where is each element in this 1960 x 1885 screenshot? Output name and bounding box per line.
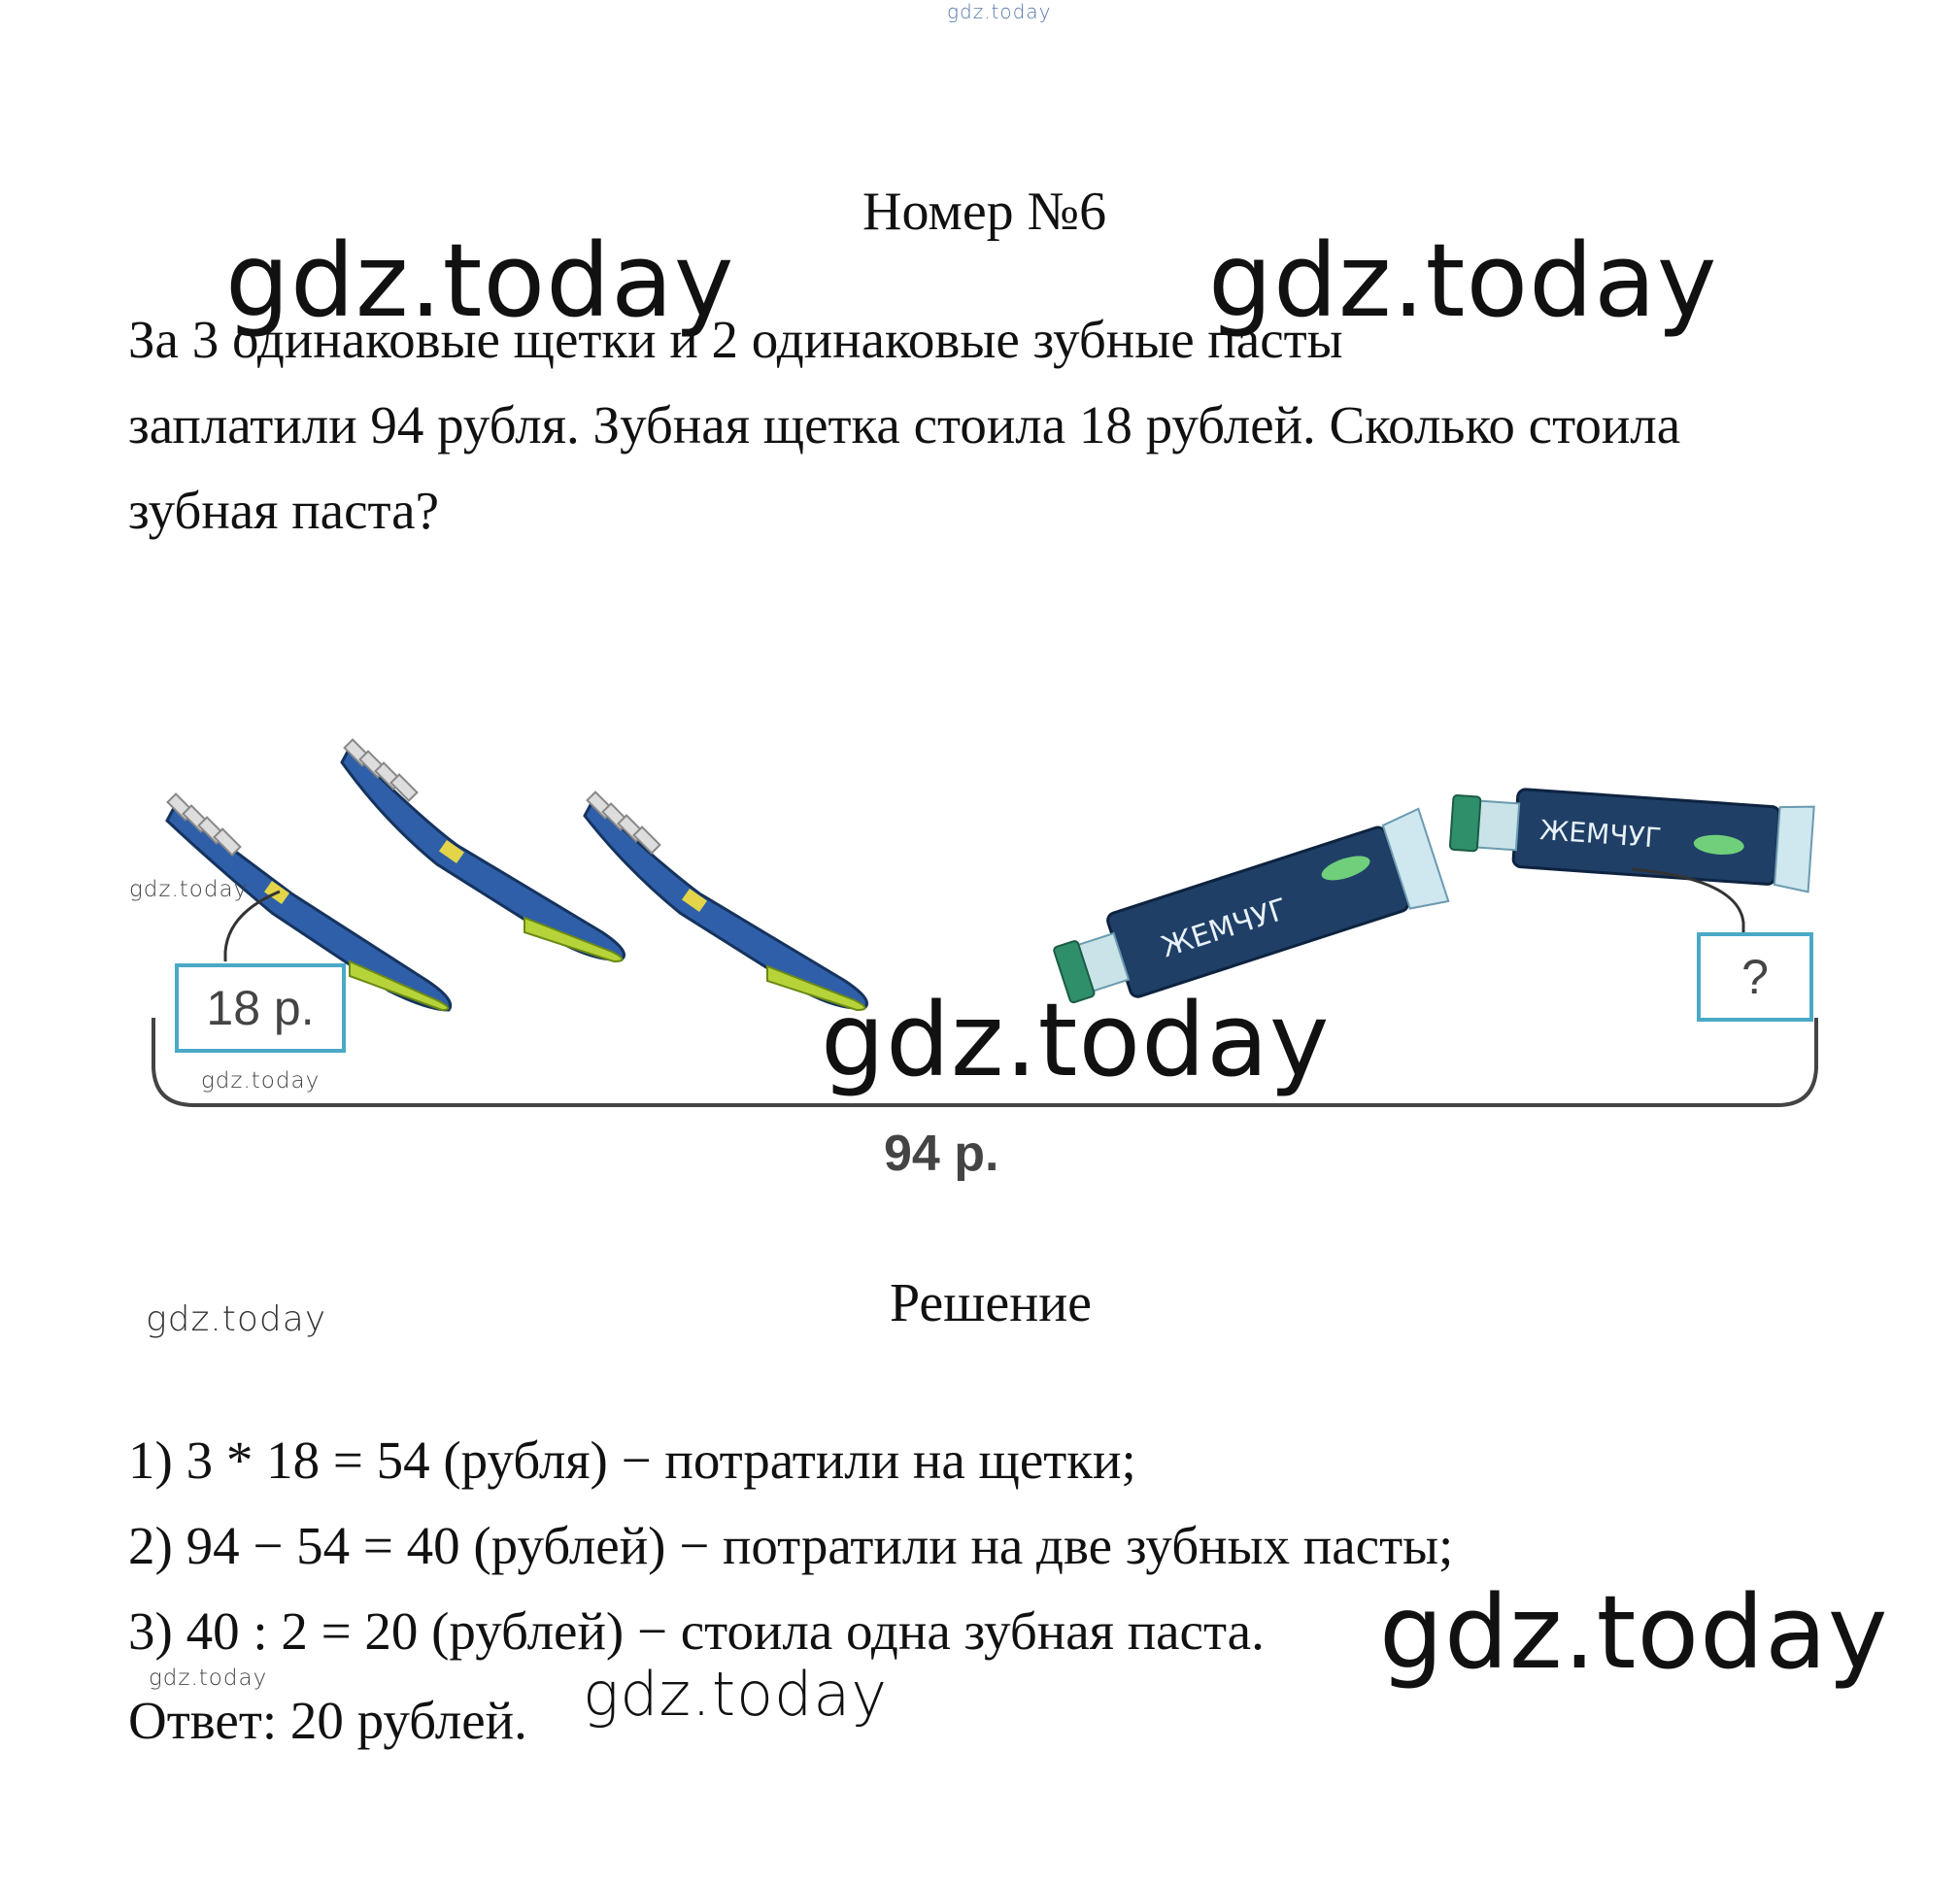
watermark-large-1: gdz.today bbox=[225, 221, 735, 340]
solution-step-1: 1) 3 * 18 = 54 (рубля) − потратили на щетки; bbox=[128, 1431, 1136, 1490]
problem-line-3: зубная паста? bbox=[128, 481, 440, 540]
watermark-small-4: gdz.today bbox=[149, 1666, 268, 1691]
watermark-top: gdz.today bbox=[947, 0, 1052, 23]
paste-brand-2: ЖЕМЧУГ bbox=[1538, 814, 1663, 855]
problem-line-1: За 3 одинаковые щетки и 2 одинаковые зубные пасты bbox=[128, 310, 1343, 369]
watermark-small-1: gdz.today bbox=[129, 877, 249, 902]
watermark-large-4: gdz.today bbox=[1379, 1573, 1889, 1692]
brush-price-box: 18 р. bbox=[175, 963, 346, 1053]
toothbrush-3 bbox=[585, 792, 867, 1010]
watermark-large-3: gdz.today bbox=[821, 981, 1331, 1099]
answer-text: Ответ: 20 рублей. bbox=[128, 1691, 527, 1750]
toothbrush-2 bbox=[342, 740, 625, 961]
watermark-large-2: gdz.today bbox=[1208, 221, 1718, 340]
watermark-small-3: gdz.today bbox=[146, 1299, 327, 1339]
solution-heading: Решение bbox=[890, 1273, 1093, 1333]
total-label: 94 р. bbox=[884, 1126, 999, 1182]
watermark-small-2: gdz.today bbox=[201, 1068, 321, 1094]
paste-brand-1: ЖЕМЧУГ bbox=[1157, 892, 1293, 965]
problem-line-2: заплатили 94 рубля. Зубная щетка стоила 18 рублей. Сколько стоила bbox=[128, 395, 1681, 454]
problem-text bbox=[128, 297, 1680, 554]
solution-step-3: 3) 40 : 2 = 20 (рублей) − стоила одна зубная паста. bbox=[128, 1601, 1265, 1661]
solution-step-2: 2) 94 − 54 = 40 (рублей) − потратили на две зубных пасты; bbox=[128, 1516, 1454, 1575]
paste-price-box: ? bbox=[1697, 932, 1813, 1022]
toothpaste-2 bbox=[1448, 782, 1813, 892]
page-title: Номер №6 bbox=[862, 182, 1107, 242]
watermark-medium: gdz.today bbox=[583, 1659, 889, 1730]
